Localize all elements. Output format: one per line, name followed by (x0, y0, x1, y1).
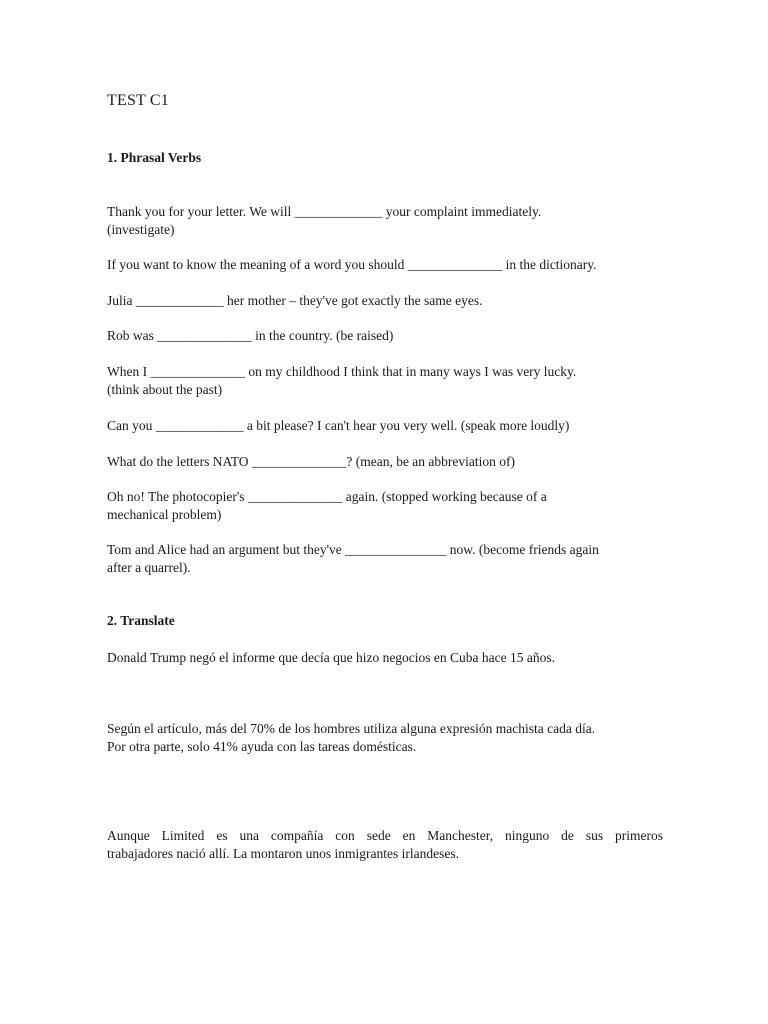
exercise-item-text: Rob was ______________ in the country. (be raised) (107, 328, 394, 343)
translate-item-text: Donald Trump negó el informe que decía que hizo negocios en Cuba hace 15 años. (107, 650, 556, 665)
exercise-item-text: Thank you for your letter. We will _____________ your complaint immediately. (107, 204, 542, 219)
exercise-item-hint: mechanical problem) (107, 507, 222, 522)
exercise-item-3 (107, 292, 663, 310)
exercise-item-8 (107, 488, 663, 524)
exercise-item-text: Can you _____________ a bit please? I can't hear you very well. (speak more loudly) (107, 418, 570, 433)
page-title: TEST C1 (107, 92, 170, 109)
exercise-item-text: When I ______________ on my childhood I think that in many ways I was very lucky. (107, 364, 577, 379)
exercise-item-7 (107, 453, 663, 471)
exercise-item-1 (107, 203, 663, 239)
exercise-item-text: If you want to know the meaning of a word you should ______________ in the dictionary. (107, 257, 597, 272)
translate-item-3 (107, 827, 663, 863)
exercise-item-text: Julia _____________ her mother – they've got exactly the same eyes. (107, 293, 483, 308)
exercise-item-hint: after a quarrel). (107, 560, 191, 575)
section-heading-phrasal-verbs: 1. Phrasal Verbs (107, 150, 202, 165)
exercise-item-hint: (investigate) (107, 222, 175, 237)
translate-item-1 (107, 649, 663, 667)
translate-item-text-cont: trabajadores nació allí. La montaron unos inmigrantes irlandeses. (107, 846, 460, 861)
translate-item-text: Aunque Limited es una compañía con sede en Manchester, ninguno de sus primeros (107, 828, 663, 843)
exercise-item-text: Tom and Alice had an argument but they've _______________ now. (become friends again (107, 542, 599, 557)
exercise-item-9 (107, 541, 663, 577)
exercise-item-hint: (think about the past) (107, 382, 223, 397)
exercise-item-4 (107, 327, 663, 345)
exercise-item-2 (107, 256, 663, 274)
exercise-item-text: Oh no! The photocopier's ______________ again. (stopped working because of a (107, 489, 547, 504)
translate-item-2 (107, 720, 663, 756)
exercise-item-6 (107, 417, 663, 435)
translate-item-text-cont: Por otra parte, solo 41% ayuda con las tareas domésticas. (107, 739, 417, 754)
exercise-item-5 (107, 363, 663, 399)
translate-item-text: Según el artículo, más del 70% de los hombres utiliza alguna expresión machista cada día. (107, 721, 596, 736)
section-heading-translate: 2. Translate (107, 613, 175, 628)
exercise-item-text: What do the letters NATO ______________? (mean, be an abbreviation of) (107, 454, 516, 469)
